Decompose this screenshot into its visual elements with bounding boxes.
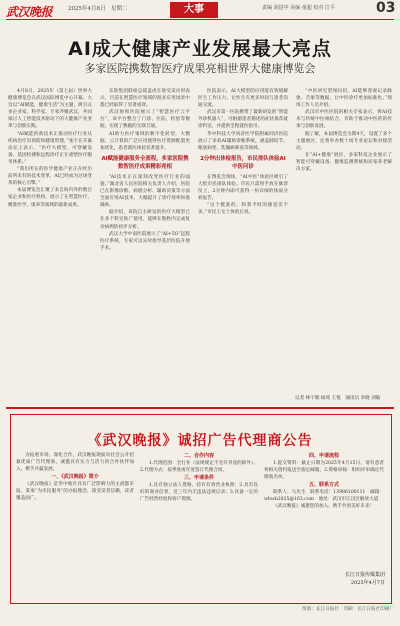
issuer: 长江日报传媒集团	[344, 572, 385, 578]
ad-column-2	[140, 452, 258, 602]
headline: AI成大健康产业发展最大亮点	[68, 38, 332, 60]
paragraph: 联系人：马先生 联系电话：13986100111 邮箱：whwb2025@163.com 地址：武汉市江汉区解放大道	[264, 490, 384, 503]
paragraph: 据了解，本届博览会为期4天，设置了多个主题展区，还将举办数十场专业论坛和对接活动。	[296, 131, 392, 151]
page-number: 03	[376, 0, 396, 16]
paragraph: “这个挺准的，和我平时的感觉差不多。”市民王女士体验后说。	[198, 203, 288, 216]
paragraph: 《武汉晚报》是华中地区具有广泛影响力的主流都市报，秉承“为市民服务”的办报理念，深受读者信赖，读者覆盖面广。	[16, 482, 134, 502]
paragraph: 武汉大学中南医院展示了“AI+5G”远程医疗系统，专家可以实时指导基层医院开展手术。	[100, 231, 190, 251]
ad-section-heading: 五、联系方式	[308, 482, 339, 489]
paragraph: 4月8日，2025年（第七届）世界大健康博览会在武汉国际博览中心开幕。大会以“AI赋能，健康生活”为主题，吸引众多企业家、科学家、专家齐聚武汉，共同探讨人工智能技术驱动下的大健康产业变革与创新实践。	[8, 89, 92, 130]
section-divider	[6, 407, 394, 409]
paragraph: 为拓展市场，深化合作，武汉晚报现面向社会公开招募优质广告代理商，诚邀具有实力与活力的合作伙伴加入，携手共赢发展。	[16, 453, 134, 473]
article-column-2	[100, 88, 190, 388]
paragraph: 1.提交资料：截止日期为2025年4月15日，请有意者将相关资料报送至指定邮箱。2.资格审核：组织评审确定代理商名单。	[264, 461, 384, 481]
paragraph: 1.具有独立法人资格，持有有效营业执照；2.具有良好的商业信誉，近三年内无违法违规记录；3.具备一定的广告经营经验和客户资源。	[140, 483, 258, 503]
issue-date: 2025年4月8日 星期二	[68, 6, 128, 12]
ad-column-1	[16, 452, 134, 602]
paragraph: 武汉市第一医院携带了最新研发的“智能导诊机器人”，可根据患者描述的症状推荐就诊科室，并提供全程就医指引。	[198, 110, 288, 130]
issue-date-ad: 2025年4月7日	[350, 579, 385, 586]
paragraph: “AI技术正在深刻改变医疗行业的面貌。”湖北省人民医院相关负责人介绍，医院已在影像诊断、病理分析、辅助决策等方面全面应用AI技术，大幅提升了诊疗效率和准确率。	[100, 174, 190, 209]
paragraph: 在博览会现场，“AI中医”体验区吸引了大批市民排队体验。市民只需将手放在脉诊仪上，2分钟内即可获得一份详细的体质分析报告。	[198, 174, 288, 202]
ad-title: 《武汉晚报》诚招广告代理商公告	[87, 433, 313, 449]
paragraph: “中医讲究望闻问切，AI能够客观记录脉象、舌象等数据，让中医诊疗更加标准化。”现场工作人员介绍。	[296, 89, 392, 109]
masthead-logo: 武汉晚报	[6, 5, 53, 19]
paragraph: 据介绍，该院自主研发的医疗大模型已在多个科室推广使用，能够在数秒内完成复杂病例的初步分析。	[100, 210, 190, 230]
paragraph: 1.代理范围：全行业（法规规定不允许刊登的除外）。2.代理方式：按季度或年度签订代理合同。	[140, 461, 258, 474]
paragraph: 东软集团联席总裁盖虎在接受采访时表示，目前在智慧医疗领域的很多应用场景中都已经取得了显著成效。	[100, 89, 190, 109]
article-subheading: AI赋能健康服务全流程，多家医院携数智医疗成果精彩亮相	[101, 155, 189, 170]
ad-section-heading: 一、《武汉晚报》简介	[51, 474, 99, 481]
byline: 记者 林宇歌 杨琦 王悦 通讯员 李晓 刘敏	[295, 396, 381, 401]
subheadline: 多家医院携数智医疗成果亮相世界大健康博览会	[84, 62, 316, 75]
ad-section-heading: 二、合作内容	[183, 453, 214, 459]
paragraph: “AI赋能的新技术正推动医疗行业从疾病治疗向预防和健康管理，”张宇在开幕论坛上表示，“医疗大模型、可穿戴设备、基因检测和远程诊疗正在重塑医疗服务体系。”	[8, 131, 92, 165]
ad-signature	[300, 572, 385, 587]
page-footer: 组版：长江日报社 印刷：长江日报社印刷厂	[302, 607, 394, 612]
paragraph: 在“AI+健康”展区，多家科技企业展示了智能可穿戴设备、健康监测系统和居家养老解决方案。	[296, 152, 392, 173]
paragraph: 《武汉晚报》诚邀您的加入，携手共创美好未来！	[273, 504, 375, 510]
ad-column-3	[264, 452, 384, 572]
paragraph: “我们所在的医学健康产业正在经历前所未有的技术变革，AI已经成为这场变革的核心引擎。”	[8, 167, 92, 187]
paragraph: 武汉市中医医院的相关专家表示，将AI技术与传统中医相结合，有助于推动中医药的传承与创新发展。	[296, 110, 392, 130]
paragraph: 华中科技大学同济医学院附属同济医院展示了多款AI辅助诊断系统，涵盖肺结节、眼底病变、乳腺癌筛查等领域。	[198, 131, 288, 151]
paragraph: 医院表示，AI大模型的应用能有效缓解医生工作压力，让医生有更多时间与患者沟通交流。	[198, 89, 288, 109]
paragraph: 武汉协和医院展示了“智慧医疗云平台”，该平台整合了门诊、住院、检验等数据，实现了数据的互联互通。	[100, 110, 190, 130]
article-subheading: 2分钟出体检报告，市民排队体验AI中医问诊	[200, 155, 286, 170]
header-divider	[6, 19, 394, 20]
ad-section-heading: 三、申请条件	[183, 475, 214, 482]
paragraph: AI助力医疗领域的数字化转型，大数据、云计算的广泛应用使得医疗资源配置更加优化，患者就医体验显著提升。	[100, 131, 190, 151]
article-column-1	[8, 88, 92, 388]
article-column-4	[296, 88, 392, 388]
paragraph: 本届博览会汇聚了来自海内外的数百家企业和医疗机构，展示了在智慧医疗、精准医学、康养等领域的最新成果。	[8, 188, 92, 208]
ad-section-heading: 四、申请流程	[308, 453, 339, 459]
section-badge: 大事	[170, 2, 218, 18]
article-column-3	[198, 88, 288, 388]
editor-credits: 责编 胡进中 美编 童超 校对 江平	[262, 5, 335, 11]
